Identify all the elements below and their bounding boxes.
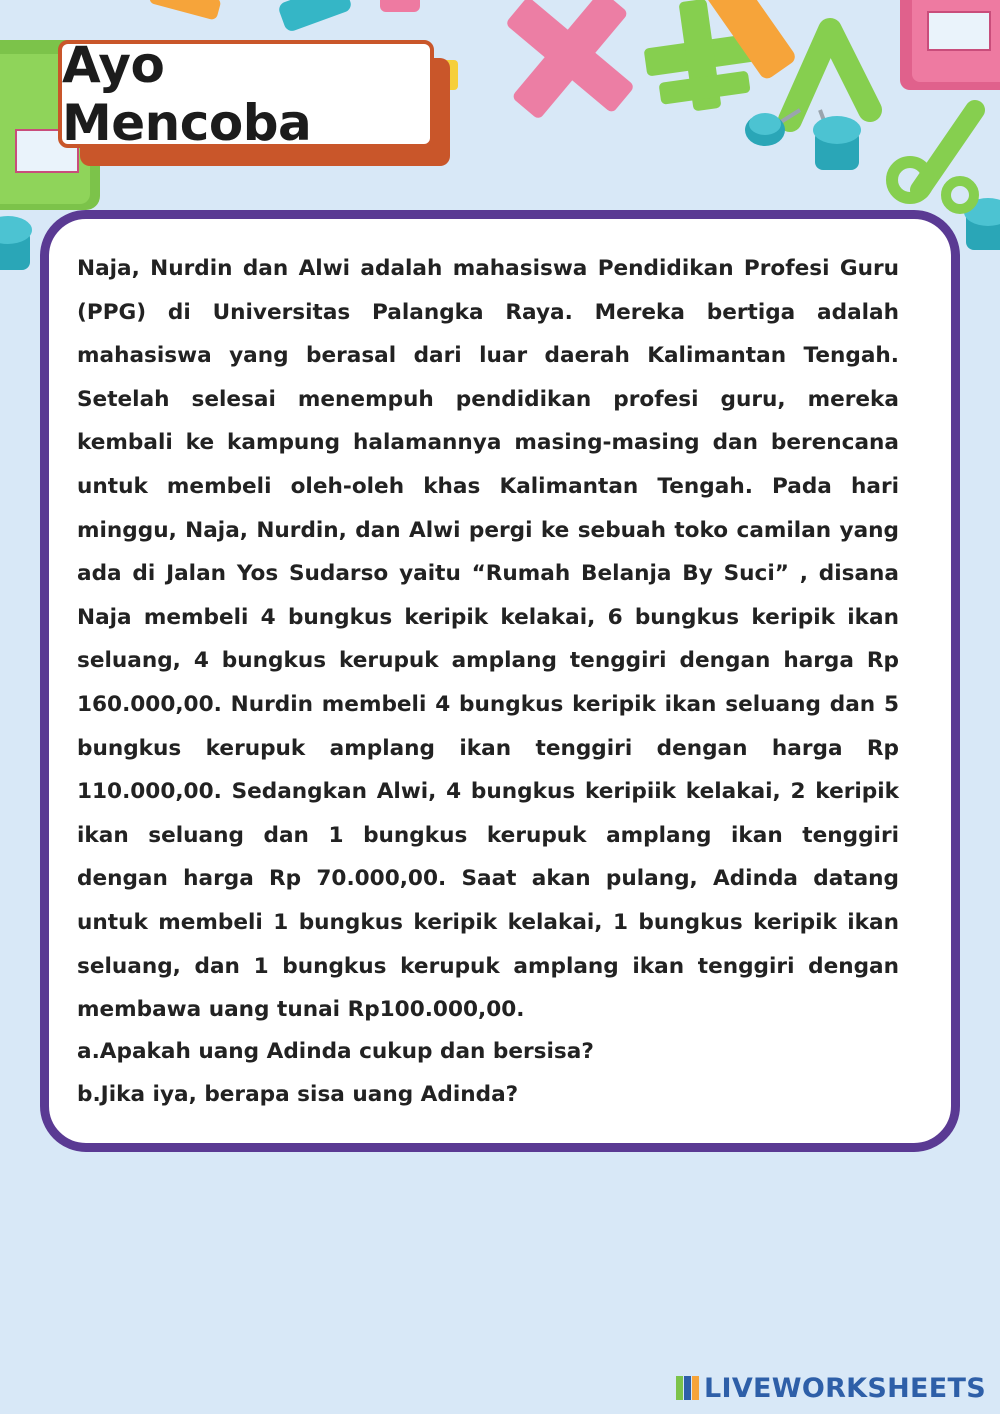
pink-bar-decoration — [380, 0, 420, 12]
pushpin-icon — [0, 216, 32, 270]
question-a: a.Apakah uang Adinda cukup dan bersisa? — [77, 1039, 594, 1064]
pink-multiply-sign-decoration — [471, 0, 668, 154]
title-badge — [58, 36, 450, 168]
question-b: b.Jika iya, berapa sisa uang Adinda? — [77, 1082, 519, 1107]
pushpin-icon — [813, 110, 861, 170]
story-paragraph: Naja, Nurdin dan Alwi adalah mahasiswa Pendidikan Profesi Guru (PPG) di Universitas Palangka Raya. Mereka bertiga adalah mahasiswa yang berasal dari luar daerah Kalimantan Tengah. Setelah selesai menempuh pendidikan profesi guru, mereka kembali ke kampung halamannya masing-masing dan berencana untuk membeli oleh-oleh khas Kalimantan Tengah. Pada hari minggu, Naja, Nurdin, dan Alwi pergi ke sebuah toko camilan yang ada di Jalan Yos Sudarso yaitu “Rumah Belanja By Suci” , disana Naja membeli 4 bungkus keripik kelakai, 6 bungkus keripik ikan seluang, 4 bungkus kerupuk amplang tenggiri dengan harga Rp 160.000,00. Nurdin membeli 4 bungkus keripik ikan seluang dan 5 bungkus kerupuk amplang ikan tenggiri dengan harga Rp 110.000,00. Sedangkan Alwi, 4 bungkus keripiik kelakai, 2 keripik ikan seluang dan 1 bungkus kerupuk amplang ikan tenggiri dengan harga Rp 70.000,00. Saat akan pulang, Adinda datang untuk membeli 1 bungkus keripik kelakai, 1 bungkus keripik ikan seluang, dan 1 bungkus kerupuk amplang ikan tenggiri dengan membawa uang tunai Rp100.000,00. — [77, 256, 899, 1023]
page-title: Ayo Mencoba — [62, 36, 312, 152]
footer-branding — [676, 1370, 986, 1406]
green-caret-decoration — [790, 30, 870, 120]
percent-sign-decoration — [892, 110, 975, 209]
teal-bar-decoration — [277, 0, 353, 33]
liveworksheets-logo-icon — [676, 1376, 700, 1400]
brand-name: LIVEWORKSHEETS — [703, 1372, 986, 1404]
orange-bar-decoration — [148, 0, 221, 21]
title-box — [58, 36, 434, 152]
pink-notebook-decoration — [900, 0, 1000, 90]
